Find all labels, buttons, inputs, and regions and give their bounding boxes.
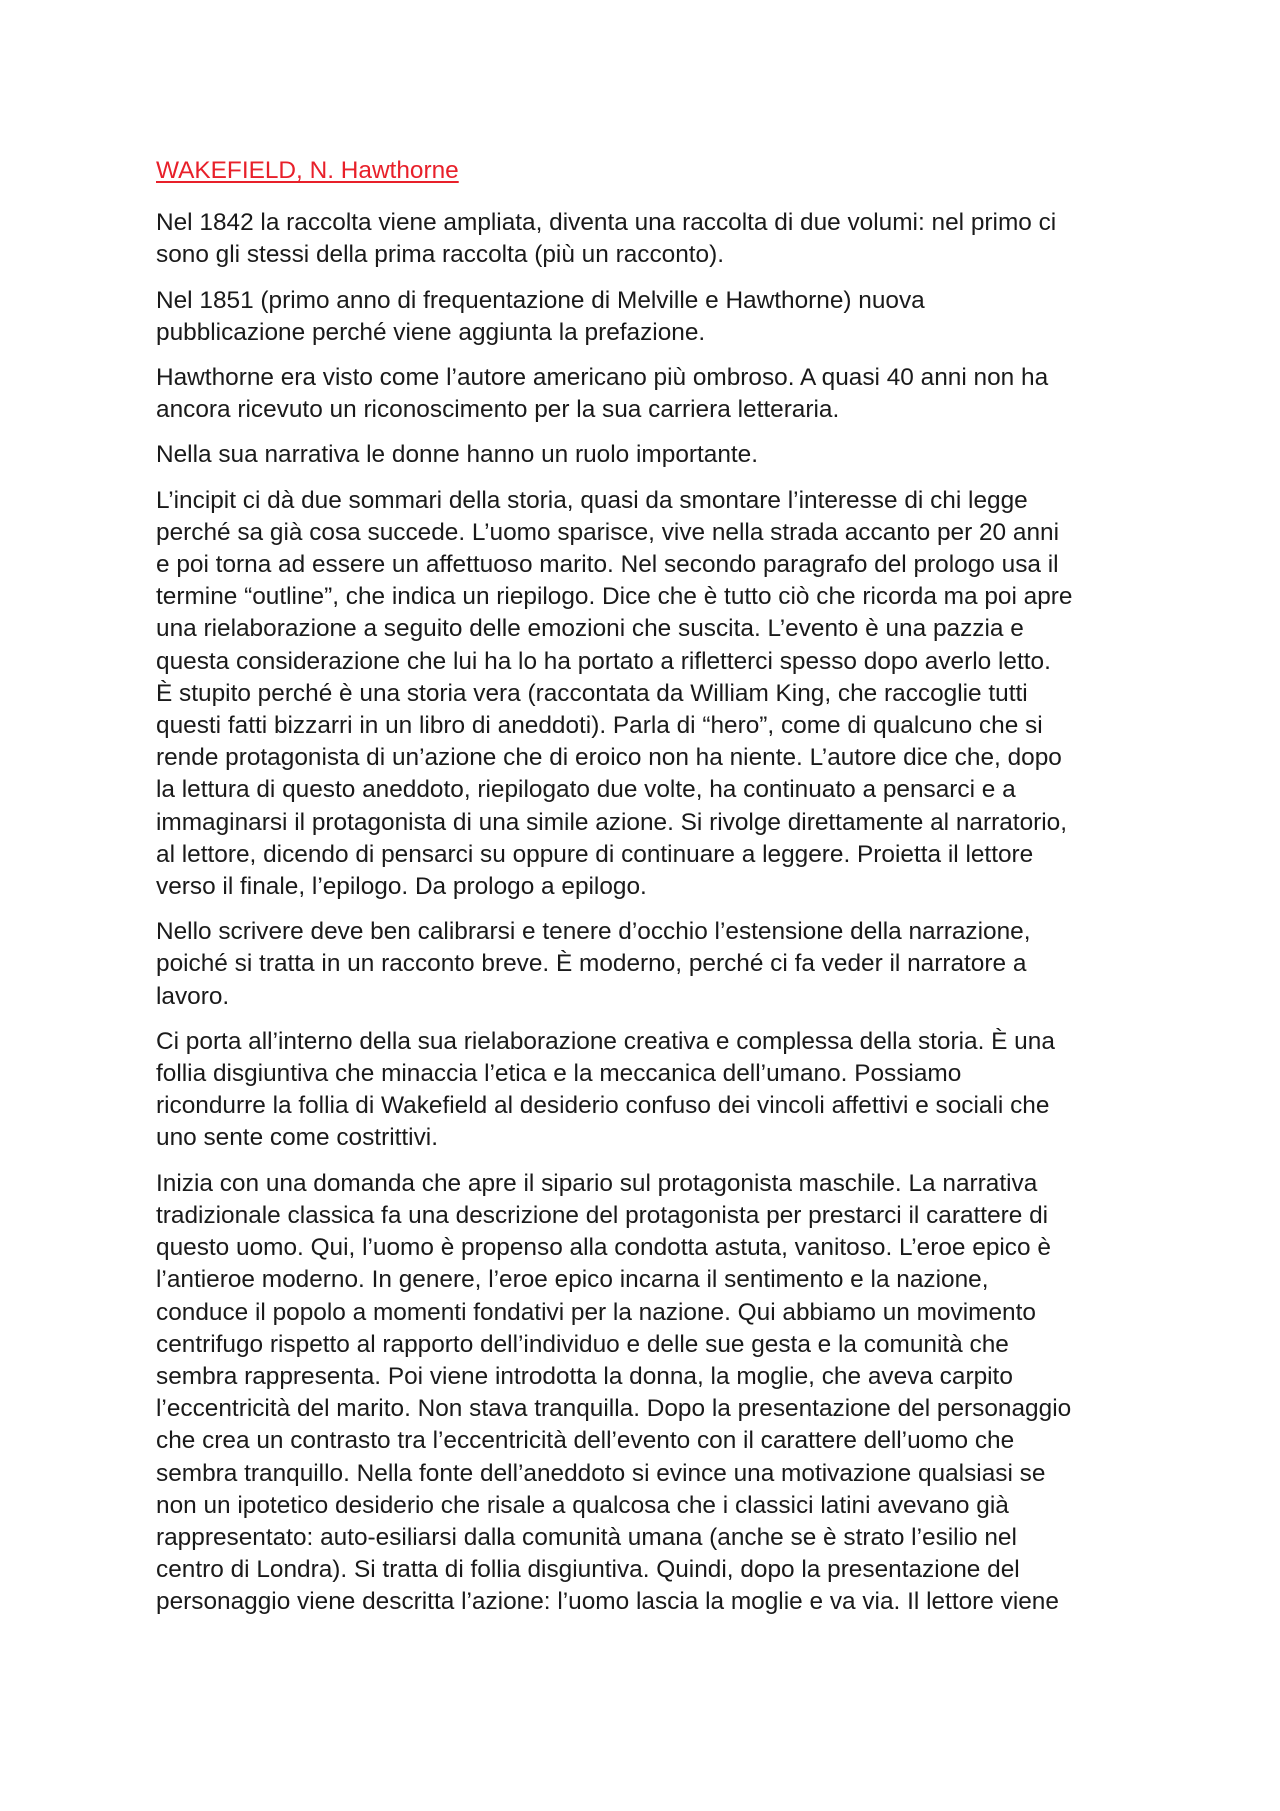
text-line: Hawthorne era visto come l’autore americano più ombroso. A quasi 40 anni non ha	[156, 364, 1049, 392]
text-line: immaginarsi il protagonista di una simile azione. Si rivolge direttamente al narratorio,	[156, 808, 1068, 836]
text-line: questa considerazione che lui ha lo ha portato a rifletterci spesso dopo averlo letto.	[156, 647, 1051, 675]
text-line: verso il finale, l’epilogo. Da prologo a epilogo.	[156, 873, 647, 901]
paragraph	[156, 1168, 1138, 1619]
document-body	[156, 207, 1138, 1618]
text-line: perché sa già cosa succede. L’uomo sparisce, vive nella strada accanto per 20 anni	[156, 518, 1059, 546]
paragraph	[156, 485, 1138, 904]
text-line: ancora ricevuto un riconoscimento per la sua carriera letteraria.	[156, 396, 840, 424]
text-line: questi fatti bizzarri in un libro di aneddoti). Parla di “hero”, come di qualcuno che si	[156, 712, 1043, 740]
paragraph	[156, 362, 1138, 426]
text-line: l’antieroe moderno. In genere, l’eroe epico incarna il sentimento e la nazione,	[156, 1266, 989, 1294]
document-page	[156, 155, 1138, 1632]
text-line: È stupito perché è una storia vera (raccontata da William King, che raccoglie tutti	[156, 679, 1028, 707]
paragraph	[156, 207, 1138, 271]
text-line: rende protagonista di un’azione che di eroico non ha niente. L’autore dice che, dopo	[156, 744, 1062, 772]
text-line: termine “outline”, che indica un riepilogo. Dice che è tutto ciò che ricorda ma poi apre	[156, 583, 1073, 611]
text-line: l’eccentricità del marito. Non stava tranquilla. Dopo la presentazione del personaggio	[156, 1395, 1072, 1423]
text-line: non un ipotetico desiderio che risale a qualcosa che i classici latini avevano già	[156, 1491, 1009, 1519]
text-line: centro di Londra). Si tratta di follia disgiuntiva. Quindi, dopo la presentazione del	[156, 1556, 1020, 1584]
text-line: uno sente come costrittivi.	[156, 1124, 438, 1152]
text-line: rappresentato: auto-esiliarsi dalla comunità umana (anche se è strato l’esilio nel	[156, 1523, 1017, 1551]
text-line: sembra rappresenta. Poi viene introdotta la donna, la moglie, che aveva carpito	[156, 1362, 1013, 1390]
text-line: sono gli stessi della prima raccolta (più un racconto).	[156, 241, 725, 269]
text-line: L’incipit ci dà due sommari della storia, quasi da smontare l’interesse di chi legge	[156, 486, 1028, 514]
text-line: pubblicazione perché viene aggiunta la prefazione.	[156, 318, 706, 346]
text-line: al lettore, dicendo di pensarci su oppure di continuare a leggere. Proietta il lettore	[156, 840, 1034, 868]
text-line: Ci porta all’interno della sua rielaborazione creativa e complessa della storia. È una	[156, 1027, 1055, 1055]
text-line: centrifugo rispetto al rapporto dell’individuo e delle sue gesta e la comunità che	[156, 1330, 1009, 1358]
text-line: ricondurre la follia di Wakefield al desiderio confuso dei vincoli affettivi e sociali che	[156, 1092, 1050, 1120]
text-line: tradizionale classica fa una descrizione del protagonista per prestarci il carattere di	[156, 1201, 1049, 1229]
text-line: una rielaborazione a seguito delle emozioni che suscita. L’evento è una pazzia e	[156, 615, 1024, 643]
text-line: Nello scrivere deve ben calibrarsi e tenere d’occhio l’estensione della narrazione,	[156, 918, 1031, 946]
text-line: Nel 1851 (primo anno di frequentazione di Melville e Hawthorne) nuova	[156, 286, 925, 314]
text-line: la lettura di questo aneddoto, riepilogato due volte, ha continuato a pensarci e a	[156, 776, 1016, 804]
text-line: conduce il popolo a momenti fondativi per la nazione. Qui abbiamo un movimento	[156, 1298, 1036, 1326]
text-line: follia disgiuntiva che minaccia l’etica e la meccanica dell’umano. Possiamo	[156, 1060, 962, 1088]
paragraph	[156, 1026, 1138, 1155]
text-line: Inizia con una domanda che apre il sipario sul protagonista maschile. La narrativa	[156, 1169, 1038, 1197]
text-line: Nella sua narrativa le donne hanno un ruolo importante.	[156, 441, 759, 469]
text-line: personaggio viene descritta l’azione: l’uomo lascia la moglie e va via. Il lettore viene	[156, 1588, 1059, 1616]
text-line: Nel 1842 la raccolta viene ampliata, diventa una raccolta di due volumi: nel primo ci	[156, 209, 1057, 237]
paragraph	[156, 916, 1138, 1013]
paragraph	[156, 285, 1138, 349]
document-title: WAKEFIELD, N. Hawthorne	[156, 157, 459, 184]
text-line: questo uomo. Qui, l’uomo è propenso alla condotta astuta, vanitoso. L’eroe epico è	[156, 1234, 1051, 1262]
text-line: che crea un contrasto tra l’eccentricità dell’evento con il carattere dell’uomo che	[156, 1427, 1015, 1455]
paragraph	[156, 439, 1138, 471]
text-line: e poi torna ad essere un affettuoso marito. Nel secondo paragrafo del prologo usa il	[156, 551, 1059, 579]
text-line: poiché si tratta in un racconto breve. È moderno, perché ci fa veder il narratore a	[156, 950, 1027, 978]
text-line: lavoro.	[156, 982, 230, 1010]
text-line: sembra tranquillo. Nella fonte dell’aneddoto si evince una motivazione qualsiasi se	[156, 1459, 1046, 1487]
